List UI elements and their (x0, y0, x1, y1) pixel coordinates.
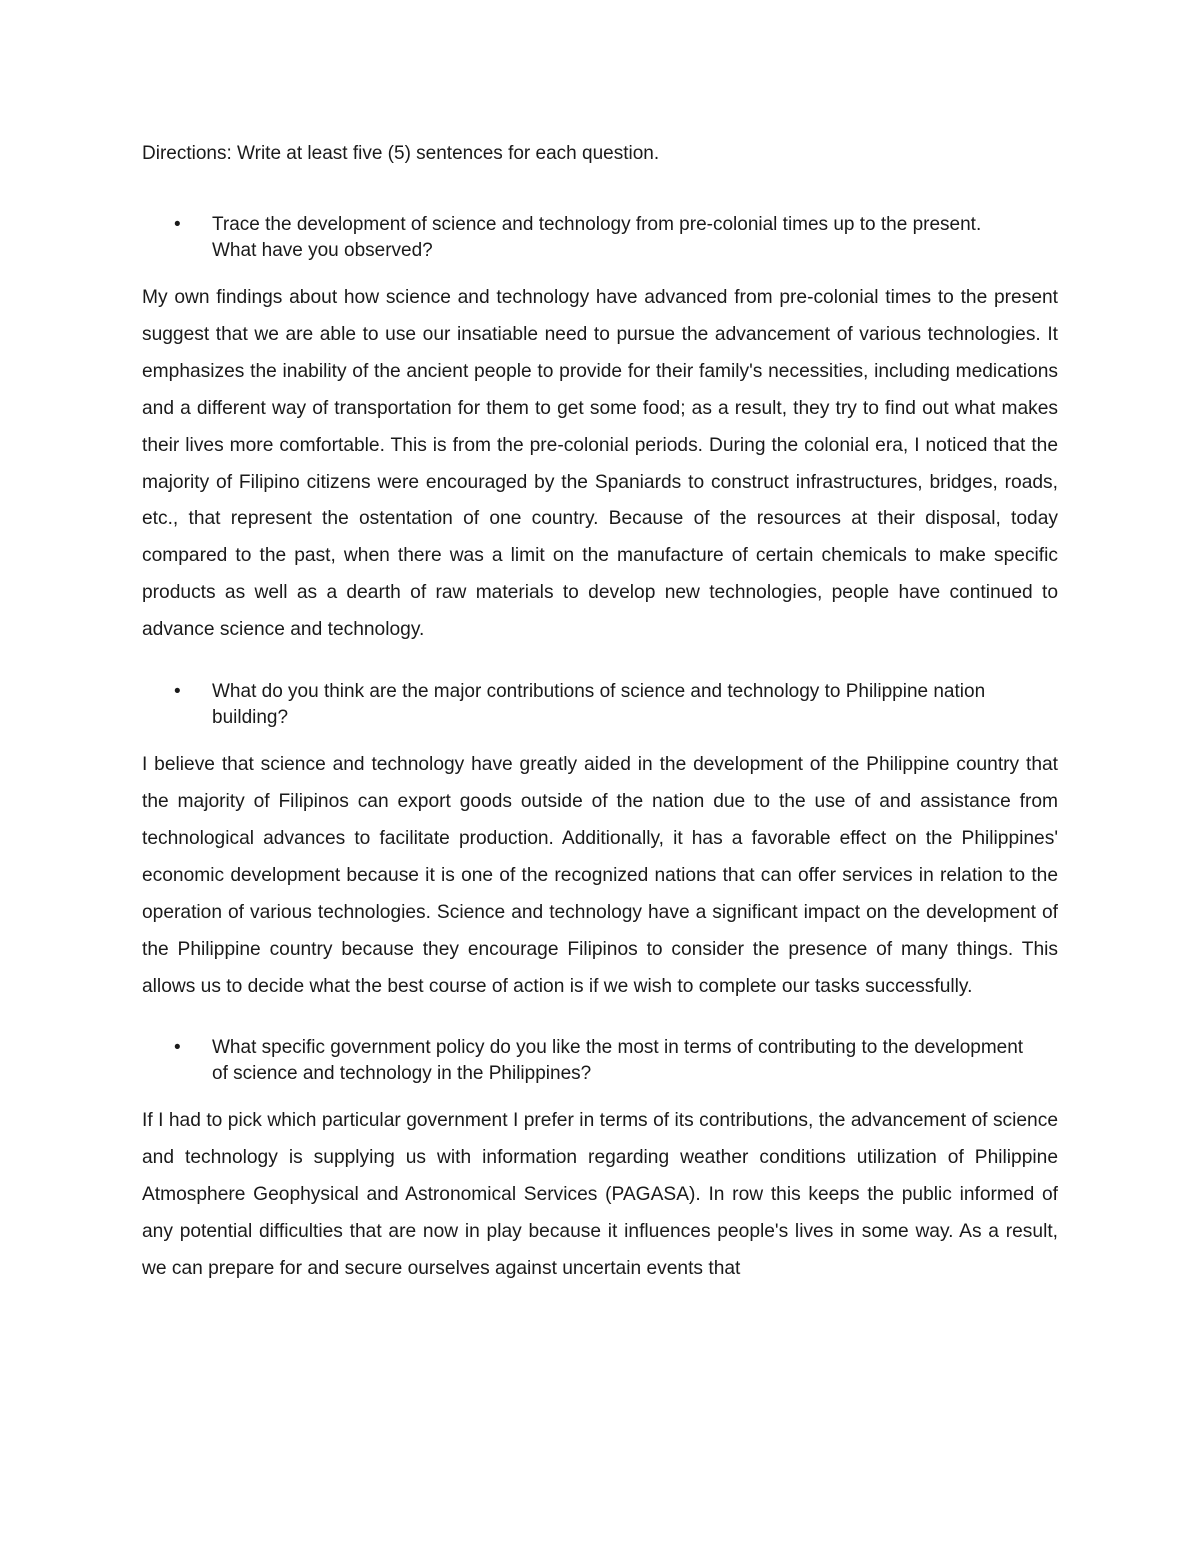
bullet-icon: • (174, 1037, 181, 1059)
question-2-text: What do you think are the major contributions of science and technology to Philippine nation building? (212, 681, 986, 729)
bullet-icon: • (174, 214, 181, 235)
answer-3: If I had to pick which particular government I prefer in terms of its contributions, the advancement of science and technology is supplying us with information regarding weather conditions utilization of Philippine Atmosphere Geophysical and Astronomical Services (PAGASA). In row this keeps the public informed of any potential difficulties that are now in play because it influences people's lives in some way. As a result, we can prepare for and secure ourselves against uncertain events that (142, 1110, 1058, 1280)
bullet-icon: • (174, 681, 181, 703)
answer-2: I believe that science and technology have greatly aided in the development of the Philippine country that the majority of Filipinos can export goods outside of the nation due to the use of and assistance from technological advances to facilitate production. Additionally, it has a favorable effect on the Philippines' economic development because it is one of the recognized nations that can offer services in relation to the operation of various technologies. Science and technology have a significant impact on the development of the Philippine country because they encourage Filipinos to consider the presence of many things. This allows us to decide what the best course of action is if we wish to complete our tasks successfully. (142, 754, 1058, 997)
question-1-text: Trace the development of science and technology from pre-colonial times up to the present. What have you observed? (212, 214, 982, 261)
question-3 (142, 1035, 1058, 1087)
question-1 (142, 212, 1058, 264)
directions-text: Directions: Write at least five (5) sentences for each question. (142, 143, 660, 164)
question-2 (142, 679, 1058, 731)
question-3-text: What specific government policy do you like the most in terms of contributing to the development of science and technology in the Philippines? (212, 1037, 1024, 1085)
answer-1: My own findings about how science and technology have advanced from pre-colonial times to the present suggest that we are able to use our insatiable need to pursue the advancement of various technologies. It emphasizes the inability of the ancient people to provide for their family's necessities, including medications and a different way of transportation for them to get some food; as a result, they try to find out what makes their lives more comfortable. This is from the pre-colonial periods. During the colonial era, I noticed that the majority of Filipino citizens were encouraged by the Spaniards to construct infrastructures, bridges, roads, etc., that represent the ostentation of one country. Because of the resources at their disposal, today compared to the past, when there was a limit on the manufacture of certain chemicals to make specific products as well as a dearth of raw materials to develop new technologies, people have continued to advance science and technology. (142, 287, 1058, 641)
